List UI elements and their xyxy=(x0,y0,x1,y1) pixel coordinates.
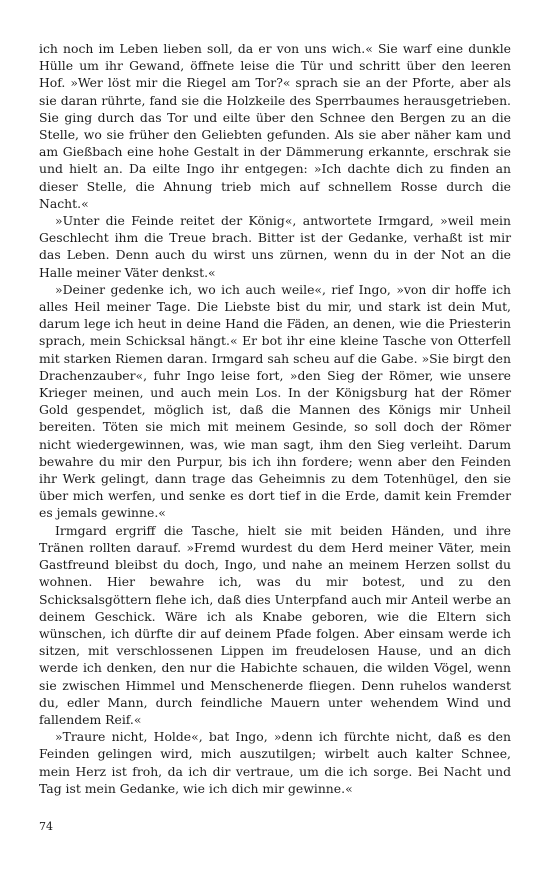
page-body xyxy=(39,40,511,797)
paragraph: ich noch im Leben lieben soll, da er von uns wich.« Sie warf eine dunkle Hülle um ihr Gewand, öffnete leise die Tür und schritt über den leeren Hof. »Wer löst mir die Riegel am Tor?« sprach sie an der Pforte, aber als sie daran rührte, fand sie die Holzkeile des Sperrbaumes herausgetrieben. Sie ging durch das Tor und eilte über den Schnee den Bergen zu an die Stelle, wo sie früher den Geliebten gefunden. Als sie aber näher kam und am Gießbach eine hohe Gestalt in der Dämmerung erkannte, erschrak sie und hielt an. Da eilte Ingo ihr entgegen: »Ich dachte dich zu finden an dieser Stelle, die Ahnung trieb mich auf schnellem Rosse durch die Nacht.« xyxy=(39,41,511,211)
paragraph: Irmgard ergriff die Tasche, hielt sie mit beiden Händen, und ihre Tränen rollten darauf. »Fremd wurdest du dem Herd meiner Väter, mein Gastfreund bleibst du doch, Ingo, und nahe an meinem Herzen sollst du wohnen. Hier bewahre ich, was du mir botest, und zu den Schicksalsgöttern flehe ich, daß dies Unterpfand auch mir Anteil werbe an deinem Geschick. Wäre ich als Knabe geboren, wie die Eltern sich wünschen, ich dürfte dir auf deinem Pfade folgen. Aber einsam werde ich sitzen, mit verschlossenen Lippen im freudelosen Hause, und an dich werde ich denken, den nur die Habichte schauen, die wilden Vögel, wenn sie zwischen Himmel und Menschenerde fliegen. Denn ruhelos wanderst du, edler Mann, durch feindliche Mauern unter wehendem Wind und fallendem Reif.« xyxy=(39,522,511,727)
page-number: 74 xyxy=(39,820,53,833)
paragraph: »Unter die Feinde reitet der König«, antwortete Irmgard, »weil mein Geschlecht ihm die Treue brach. Bitter ist der Gedanke, verhaßt ist mir das Leben. Denn auch du wirst uns zürnen, wenn du in der Not an die Halle meiner Väter denkst.« xyxy=(39,213,511,280)
paragraph: »Traure nicht, Holde«, bat Ingo, »denn ich fürchte nicht, daß es den Feinden gelingen wird, mich auszutilgen; wirbelt auch kalter Schnee, mein Herz ist froh, da ich dir vertraue, um die ich sorge. Bei Nacht und Tag ist mein Gedanke, wie ich dich mir gewinne.« xyxy=(39,729,511,796)
paragraph: »Deiner gedenke ich, wo ich auch weile«, rief Ingo, »von dir hoffe ich alles Heil meiner Tage. Die Liebste bist du mir, und stark ist dein Mut, darum lege ich heut in deine Hand die Fäden, an denen, wie die Priesterin sprach, mein Schicksal hängt.« Er bot ihr eine kleine Tasche von Otterfell mit starken Riemen daran. Irmgard sah scheu auf die Gabe. »Sie birgt den Drachenzauber«, fuhr Ingo leise fort, »den Sieg der Römer, wie unsere Krieger meinen, und auch mein Los. In der Königsburg hat der Römer Gold gespendet, möglich ist, daß die Mannen des Königs mir Unheil bereiten. Töten sie mich mit meinem Gesinde, so soll doch der Römer nicht wiedergewinnen, was, wie man sagt, ihm den Sieg verleiht. Darum bewahre du mir den Purpur, bis ich ihn fordere; wenn aber den Feinden ihr Werk gelingt, dann trage das Geheimnis zu dem Totenhügel, den sie über mich werfen, und senke es dort tief in die Erde, damit kein Fremder es jemals gewinne.« xyxy=(39,281,511,521)
